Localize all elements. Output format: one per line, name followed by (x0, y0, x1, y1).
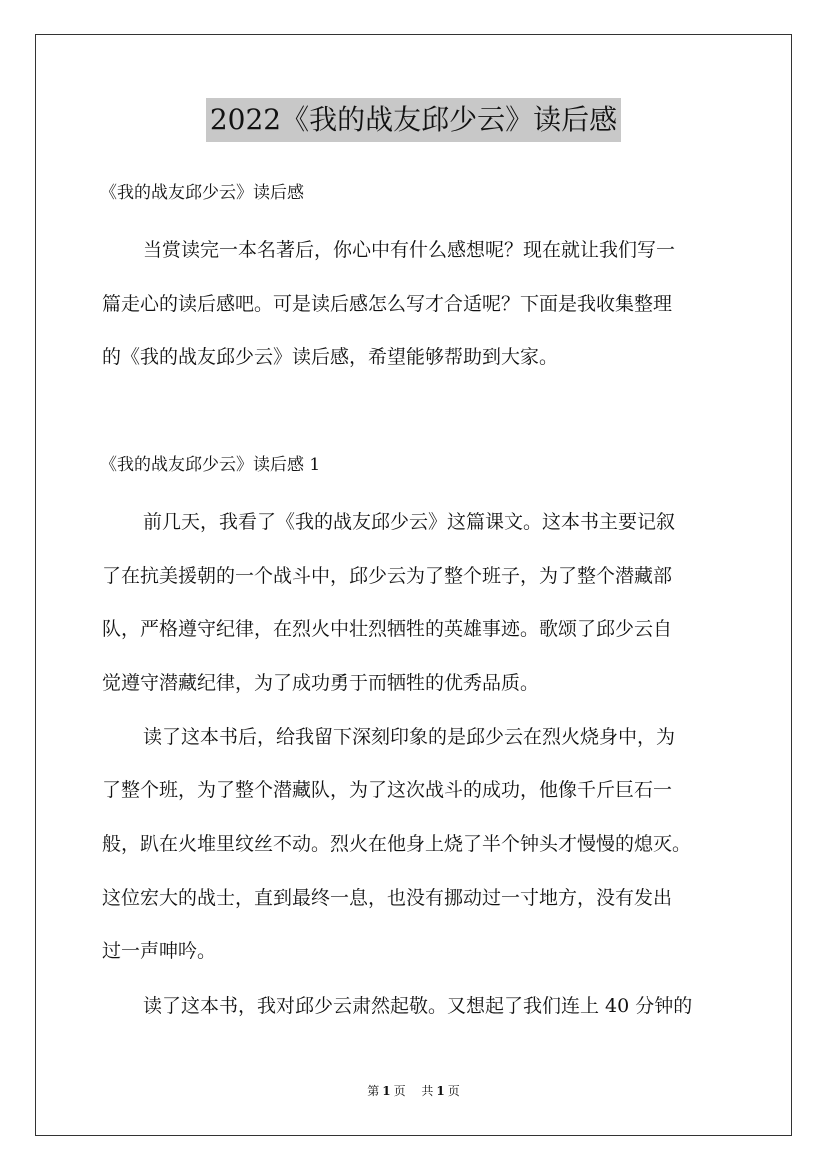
paragraph-line: 了整个班，为了整个潜藏队，为了这次战斗的成功，他像千斤巨石一 (102, 779, 673, 801)
document-title: 2022《我的战友邱少云》读后感 (206, 98, 621, 142)
paragraph-line: 般，趴在火堆里纹丝不动。烈火在他身上烧了半个钟头才慢慢的熄灭。 (102, 833, 692, 855)
paragraph-line: 读了这本书，我对邱少云肃然起敬。又想起了我们连上 40 分钟的 (143, 995, 693, 1017)
paragraph-line: 队，严格遵守纪律，在烈火中壮烈牺牲的英雄事迹。歌颂了邱少云自 (102, 618, 673, 640)
page-footer (0, 1082, 827, 1099)
intro-line: 当赏读完一本名著后，你心中有什么感想呢？现在就让我们写一 (143, 239, 676, 261)
total-prefix: 共 (421, 1084, 434, 1098)
paragraph-line: 觉遵守潜藏纪律，为了成功勇于而牺牲的优秀品质。 (102, 672, 540, 694)
paragraph-line: 了在抗美援朝的一个战斗中，邱少云为了整个班子，为了整个潜藏部 (102, 565, 673, 587)
page-suffix: 页 (393, 1084, 406, 1098)
paragraph-line: 前几天，我看了《我的战友邱少云》这篇课文。这本书主要记叙 (143, 511, 676, 533)
paragraph-line: 这位宏大的战士，直到最终一息，也没有挪动过一寸地方，没有发出 (102, 887, 673, 909)
title-wrap (0, 98, 827, 142)
document-subtitle: 《我的战友邱少云》读后感 (100, 183, 304, 203)
section-heading: 《我的战友邱少云》读后感 1 (100, 455, 321, 475)
intro-line: 的《我的战友邱少云》读后感，希望能够帮助到大家。 (102, 346, 559, 368)
page-total (418, 1084, 462, 1098)
paragraph-line: 读了这本书后，给我留下深刻印象的是邱少云在烈火烧身中，为 (143, 726, 676, 748)
intro-line: 篇走心的读后感吧。可是读后感怎么写才合适呢？下面是我收集整理 (102, 293, 673, 315)
page-number (364, 1084, 408, 1098)
paragraph-line: 过一声呻吟。 (102, 940, 217, 962)
page-num: 1 (382, 1084, 391, 1098)
total-suffix: 页 (447, 1084, 460, 1098)
total-num: 1 (436, 1084, 445, 1098)
page-prefix: 第 (367, 1084, 380, 1098)
